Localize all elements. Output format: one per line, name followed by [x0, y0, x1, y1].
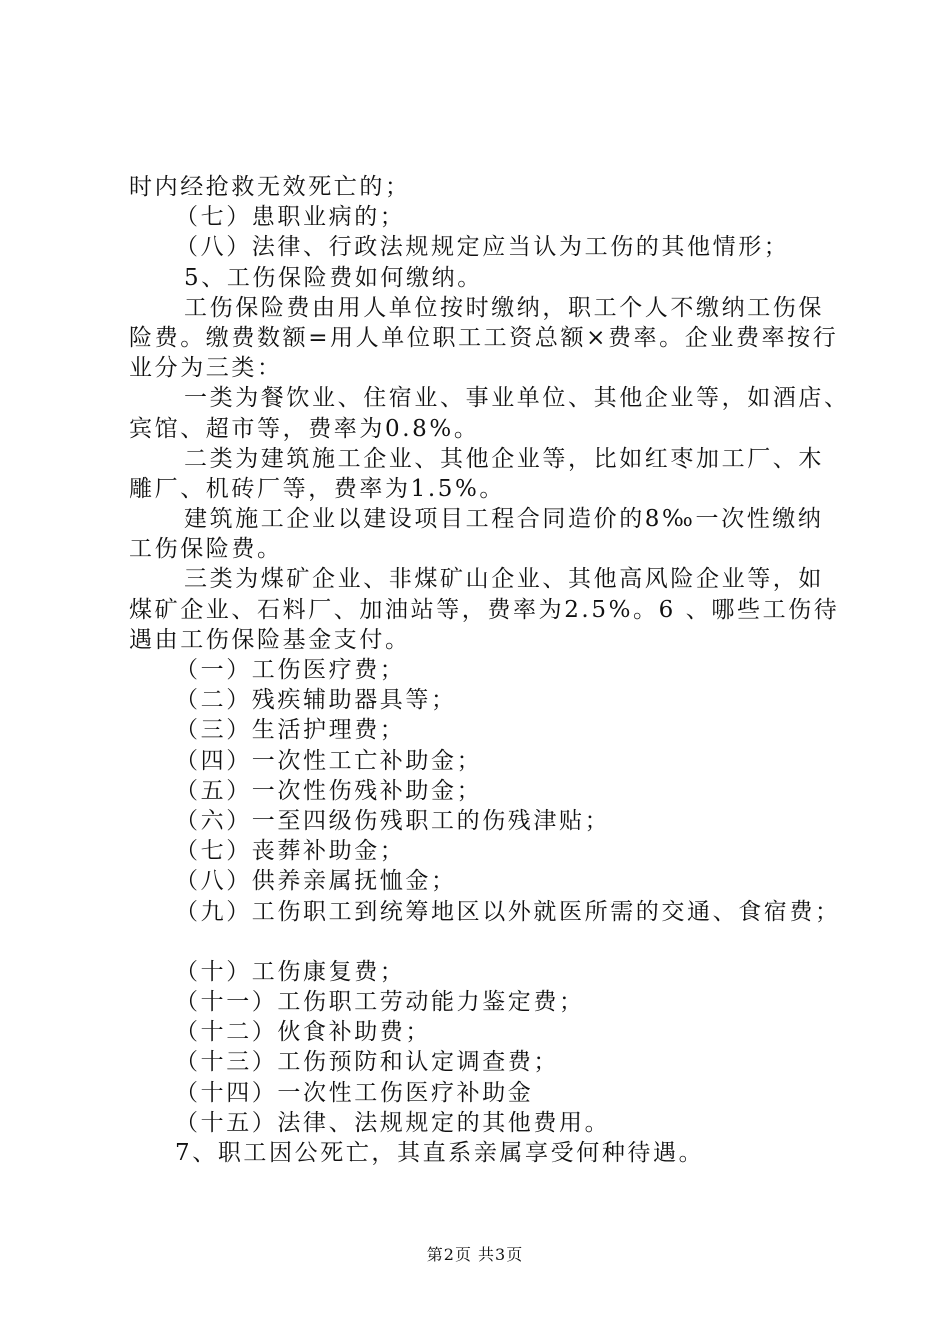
list-item: （九）工伤职工到统筹地区以外就医所需的交通、食宿费； — [175, 898, 841, 925]
text-line: 工伤保险费。 — [129, 536, 283, 563]
list-item: （七）丧葬补助金； — [175, 838, 406, 865]
text-line: 雕厂、机砖厂等，费率为1.5%。 — [129, 475, 506, 502]
text-line: 工伤保险费由用人单位按时缴纳，职工个人不缴纳工伤保 — [184, 294, 824, 321]
text-line: 煤矿企业、石料厂、加油站等，费率为2.5%。6 、哪些工伤待 — [129, 596, 840, 623]
text-line: 业分为三类： — [129, 355, 283, 382]
list-item: （六）一至四级伤残职工的伤残津贴； — [175, 807, 611, 834]
text-line: 时内经抢救无效死亡的； — [129, 174, 411, 200]
list-item: （十一）工伤职工劳动能力鉴定费； — [175, 989, 585, 1016]
section-heading: 5、工伤保险费如何缴纳。 — [184, 264, 483, 291]
list-item: （二）残疾辅助器具等； — [175, 687, 457, 714]
text-line: 二类为建筑施工企业、其他企业等，比如红枣加工厂、木 — [184, 445, 824, 472]
document-body — [129, 172, 850, 1168]
text-line: 三类为煤矿企业、非煤矿山企业、其他高风险企业等，如 — [184, 566, 824, 593]
list-item: （四）一次性工亡补助金； — [175, 747, 483, 774]
list-item: （十二）伙食补助费； — [175, 1019, 431, 1046]
text-line: （八）法律、行政法规规定应当认为工伤的其他情形； — [175, 234, 790, 261]
text-line: 一类为餐饮业、住宿业、事业单位、其他企业等，如酒店、 — [184, 385, 850, 412]
list-item: （五）一次性伤残补助金； — [175, 777, 483, 804]
list-item: （十四）一次性工伤医疗补助金 — [175, 1079, 534, 1106]
list-item: （十五）法律、法规规定的其他费用。 — [175, 1109, 611, 1136]
page-number-footer: 第2页 共3页 — [426, 1245, 524, 1264]
text-line: 宾馆、超市等，费率为0.8%。 — [129, 415, 480, 442]
blank-line — [129, 927, 829, 957]
list-item: （十）工伤康复费； — [175, 958, 406, 985]
text-line: （七）患职业病的； — [175, 204, 406, 231]
list-item: （八）供养亲属抚恤金； — [175, 868, 457, 895]
list-item: （三）生活护理费； — [175, 717, 406, 744]
list-item: （一）工伤医疗费； — [175, 657, 406, 683]
list-item: （十三）工伤预防和认定调查费； — [175, 1049, 559, 1076]
text-line: 遇由工伤保险基金支付。 — [129, 626, 411, 653]
text-line: 险费。缴费数额=用人单位职工工资总额×费率。企业费率按行 — [129, 324, 839, 351]
section-heading: 7、职工因公死亡，其直系亲属享受何种待遇。 — [175, 1140, 705, 1166]
text-line: 建筑施工企业以建设项目工程合同造价的8‰一次性缴纳 — [184, 506, 824, 533]
